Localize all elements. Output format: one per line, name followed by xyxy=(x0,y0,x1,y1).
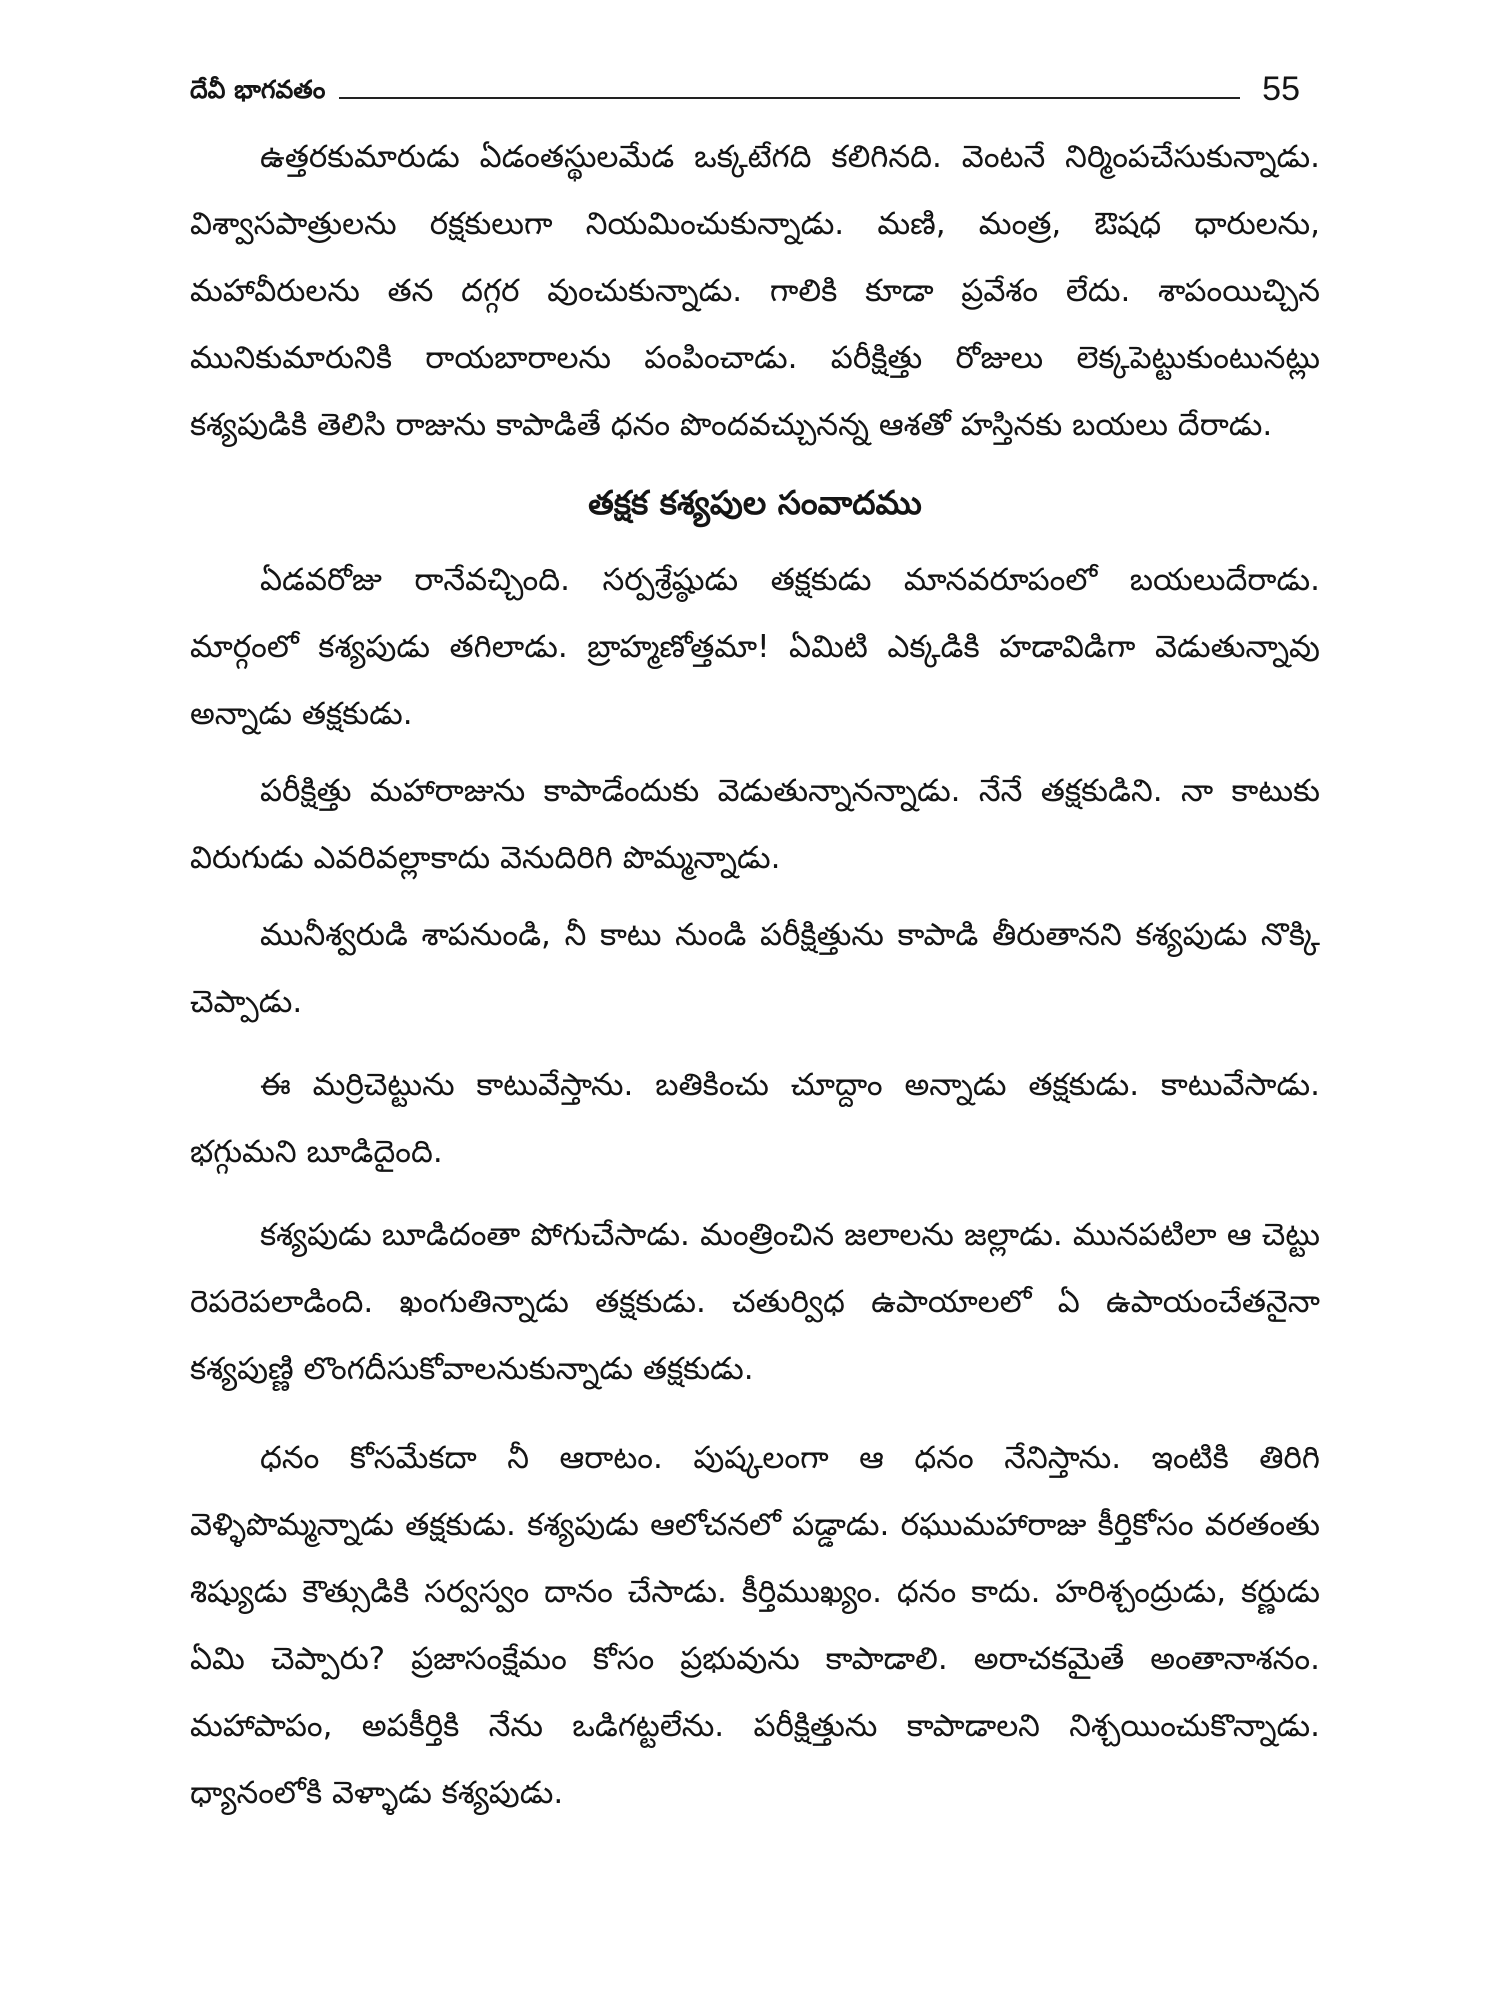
header-rule xyxy=(339,97,1240,99)
paragraph: కశ్యపుడు బూడిదంతా పోగుచేసాడు. మంత్రించిన జలాలను జల్లాడు. మునపటిలా ఆ చెట్టు రెపరెపలాడింది. ఖంగుతిన్నాడు తక్షకుడు. చతుర్విధ ఉపాయాలలో ఏ ఉపాయంచేతనైనా కశ్యపుణ్ణి లొంగదీసుకోవాలనుకున్నాడు తక్షకుడు. xyxy=(190,1217,1320,1387)
section-heading: తక్షక కశ్యపుల సంవాదము xyxy=(588,483,922,522)
page-number: 55 xyxy=(1262,69,1300,108)
running-header xyxy=(190,70,1320,116)
paragraph: ధనం కోసమేకదా నీ ఆరాటం. పుష్కలంగా ఆ ధనం నేనిస్తాను. ఇంటికి తిరిగి వెళ్ళిపొమ్మన్నాడు తక్షకుడు. కశ్యపుడు ఆలోచనలో పడ్డాడు. రఘుమహారాజు కీర్తికోసం వరతంతు శిష్యుడు కౌత్సుడికి సర్వస్వం దానం చేసాడు. కీర్తిముఖ్యం. ధనం కాదు. హరిశ్చంద్రుడు, కర్ణుడు ఏమి చెప్పారు? ప్రజాసంక్షేమం కోసం ప్రభువును కాపాడాలి. అరాచకమైతే అంతానాశనం. మహాపాపం, అపకీర్తికి నేను ఒడిగట్టలేను. పరీక్షిత్తును కాపాడాలని నిశ్చయించుకొన్నాడు. ధ్యానంలోకి వెళ్ళాడు కశ్యపుడు. xyxy=(190,1440,1320,1811)
book-page xyxy=(190,70,1320,1950)
book-title: దేవీ భాగవతం xyxy=(190,75,326,104)
paragraph: పరీక్షిత్తు మహారాజును కాపాడేందుకు వెడుతున్నానన్నాడు. నేనే తక్షకుడిని. నా కాటుకు విరుగుడు ఎవరివల్లాకాదు వెనుదిరిగి పొమ్మన్నాడు. xyxy=(190,773,1320,876)
paragraph: ఈ మర్రిచెట్టును కాటువేస్తాను. బతికించు చూద్దాం అన్నాడు తక్షకుడు. కాటువేసాడు. భగ్గుమని బూడిదైంది. xyxy=(190,1067,1320,1170)
page-body xyxy=(190,124,1320,1827)
paragraph: ఏడవరోజు రానేవచ్చింది. సర్పశ్రేష్ఠుడు తక్షకుడు మానవరూపంలో బయలుదేరాడు. మార్గంలో కశ్యపుడు తగిలాడు. బ్రాహ్మణోత్తమా! ఏమిటి ఎక్కడికి హడావిడిగా వెడుతున్నావు అన్నాడు తక్షకుడు. xyxy=(190,562,1320,732)
paragraph: మునీశ్వరుడి శాపనుండి, నీ కాటు నుండి పరీక్షిత్తును కాపాడి తీరుతానని కశ్యపుడు నొక్కి చెప్పాడు. xyxy=(190,917,1320,1020)
intro-paragraph: ఉత్తరకుమారుడు ఏడంతస్థులమేడ ఒక్కటేగది కలిగినది. వెంటనే నిర్మింపచేసుకున్నాడు. విశ్వాసపాత్రులను రక్షకులుగా నియమించుకున్నాడు. మణి, మంత్ర, ఔషధ ధారులను, మహావీరులను తన దగ్గర వుంచుకున్నాడు. గాలికి కూడా ప్రవేశం లేదు. శాపంయిచ్చిన మునికుమారునికి రాయబారాలను పంపించాడు. పరీక్షిత్తు రోజులు లెక్కపెట్టుకుంటునట్లు కశ్యపుడికి తెలిసి రాజును కాపాడితే ధనం పొందవచ్చునన్న ఆశతో హస్తినకు బయలు దేరాడు. xyxy=(190,139,1320,443)
